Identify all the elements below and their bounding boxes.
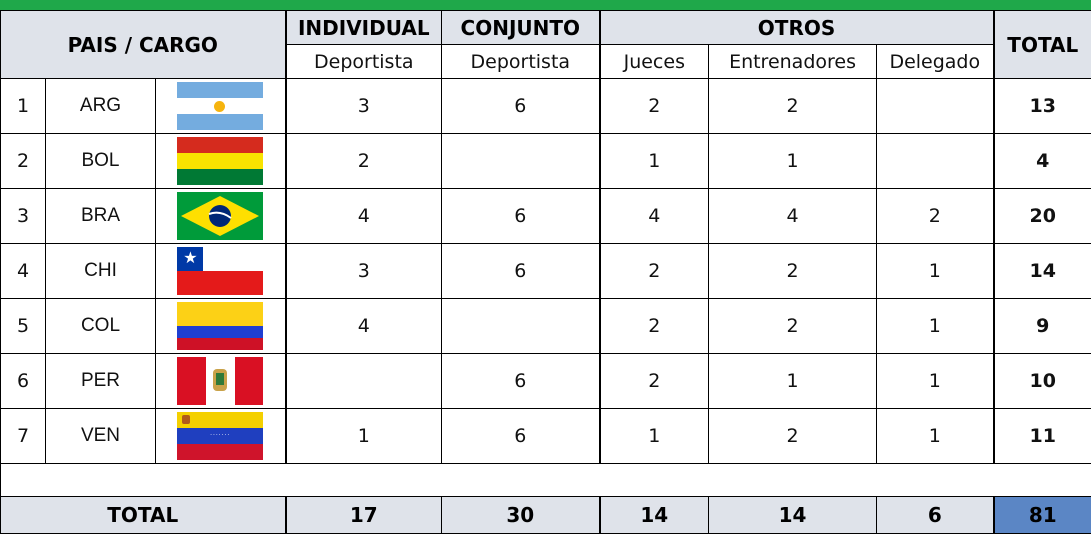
conjunto-value: 6 bbox=[442, 189, 600, 244]
entrenadores-value: 1 bbox=[709, 354, 877, 409]
country-code: COL bbox=[46, 299, 156, 354]
otros-header: OTROS bbox=[600, 11, 994, 45]
grand-total: 81 bbox=[994, 497, 1091, 534]
delegado-value: 1 bbox=[877, 354, 994, 409]
individual-deportista-header: Deportista bbox=[286, 45, 442, 79]
venezuela-flag-icon: ······· bbox=[177, 412, 263, 460]
spacer-row bbox=[1, 464, 1091, 497]
delegado-value bbox=[877, 134, 994, 189]
totals-row bbox=[1, 497, 1091, 534]
brazil-flag-icon bbox=[177, 192, 263, 240]
totals-label: TOTAL bbox=[1, 497, 286, 534]
delegado-value bbox=[877, 79, 994, 134]
individual-value: 3 bbox=[286, 79, 442, 134]
row-total: 13 bbox=[994, 79, 1091, 134]
total-delegado: 6 bbox=[877, 497, 994, 534]
conjunto-deportista-header: Deportista bbox=[442, 45, 600, 79]
row-total: 11 bbox=[994, 409, 1091, 464]
individual-value: 4 bbox=[286, 299, 442, 354]
country-code: PER bbox=[46, 354, 156, 409]
delegation-table bbox=[0, 10, 1091, 534]
individual-value bbox=[286, 354, 442, 409]
individual-value: 3 bbox=[286, 244, 442, 299]
conjunto-value: 6 bbox=[442, 79, 600, 134]
total-header: TOTAL bbox=[994, 11, 1091, 79]
row-total: 14 bbox=[994, 244, 1091, 299]
jueces-value: 4 bbox=[600, 189, 709, 244]
total-individual: 17 bbox=[286, 497, 442, 534]
conjunto-value bbox=[442, 134, 600, 189]
entrenadores-header: Entrenadores bbox=[709, 45, 877, 79]
jueces-value: 2 bbox=[600, 299, 709, 354]
row-total: 20 bbox=[994, 189, 1091, 244]
delegado-value: 2 bbox=[877, 189, 994, 244]
jueces-value: 1 bbox=[600, 134, 709, 189]
entrenadores-value: 2 bbox=[709, 79, 877, 134]
total-entrenadores: 14 bbox=[709, 497, 877, 534]
country-code: CHI bbox=[46, 244, 156, 299]
entrenadores-value: 1 bbox=[709, 134, 877, 189]
jueces-value: 2 bbox=[600, 244, 709, 299]
individual-value: 1 bbox=[286, 409, 442, 464]
conjunto-value: 6 bbox=[442, 409, 600, 464]
individual-value: 4 bbox=[286, 189, 442, 244]
jueces-value: 1 bbox=[600, 409, 709, 464]
row-number: 7 bbox=[1, 409, 46, 464]
table-row bbox=[1, 299, 1091, 354]
row-total: 9 bbox=[994, 299, 1091, 354]
conjunto-header: CONJUNTO bbox=[442, 11, 600, 45]
country-code: ARG bbox=[46, 79, 156, 134]
row-number: 3 bbox=[1, 189, 46, 244]
entrenadores-value: 2 bbox=[709, 244, 877, 299]
country-code: BRA bbox=[46, 189, 156, 244]
entrenadores-value: 4 bbox=[709, 189, 877, 244]
colombia-flag-icon bbox=[177, 302, 263, 350]
jueces-header: Jueces bbox=[600, 45, 709, 79]
bolivia-flag-icon bbox=[177, 137, 263, 185]
peru-flag-icon bbox=[177, 357, 263, 405]
country-code: VEN bbox=[46, 409, 156, 464]
row-number: 1 bbox=[1, 79, 46, 134]
delegado-value: 1 bbox=[877, 244, 994, 299]
conjunto-value: 6 bbox=[442, 354, 600, 409]
row-total: 4 bbox=[994, 134, 1091, 189]
conjunto-value: 6 bbox=[442, 244, 600, 299]
row-number: 2 bbox=[1, 134, 46, 189]
table-row bbox=[1, 409, 1091, 464]
table-row bbox=[1, 354, 1091, 409]
delegado-value: 1 bbox=[877, 409, 994, 464]
table-row bbox=[1, 134, 1091, 189]
individual-value: 2 bbox=[286, 134, 442, 189]
table-row bbox=[1, 189, 1091, 244]
row-total: 10 bbox=[994, 354, 1091, 409]
jueces-value: 2 bbox=[600, 354, 709, 409]
row-number: 4 bbox=[1, 244, 46, 299]
argentina-flag-icon bbox=[177, 82, 263, 130]
table-row bbox=[1, 79, 1091, 134]
total-conjunto: 30 bbox=[442, 497, 600, 534]
country-code: BOL bbox=[46, 134, 156, 189]
delegado-header: Delegado bbox=[877, 45, 994, 79]
individual-header: INDIVIDUAL bbox=[286, 11, 442, 45]
chile-flag-icon: ★ bbox=[177, 247, 263, 295]
entrenadores-value: 2 bbox=[709, 409, 877, 464]
table-row bbox=[1, 244, 1091, 299]
row-number: 6 bbox=[1, 354, 46, 409]
row-number: 5 bbox=[1, 299, 46, 354]
total-jueces: 14 bbox=[600, 497, 709, 534]
entrenadores-value: 2 bbox=[709, 299, 877, 354]
conjunto-value bbox=[442, 299, 600, 354]
jueces-value: 2 bbox=[600, 79, 709, 134]
delegado-value: 1 bbox=[877, 299, 994, 354]
pais-cargo-header: PAIS / CARGO bbox=[1, 11, 286, 79]
